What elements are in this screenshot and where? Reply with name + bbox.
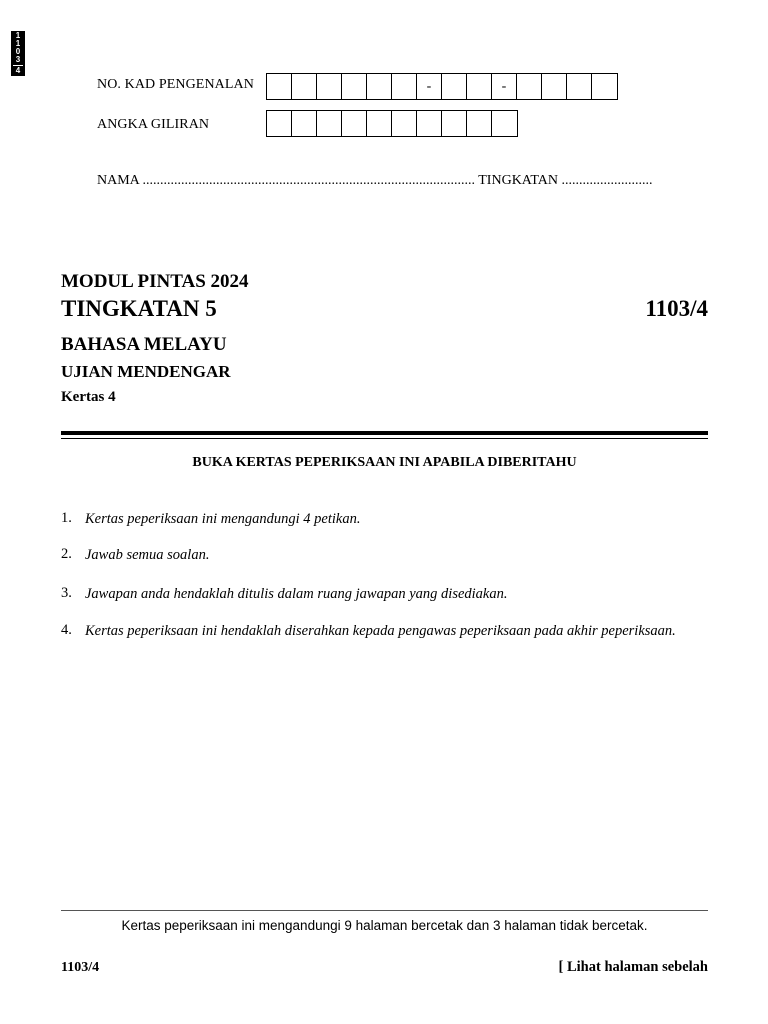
instruction-item xyxy=(61,546,708,564)
ic-digit-box[interactable]: - xyxy=(417,74,442,99)
instruction-item xyxy=(61,510,708,528)
ic-digit-box[interactable] xyxy=(292,74,317,99)
tab-digit: 3 xyxy=(15,55,21,64)
subject-title: BAHASA MELAYU xyxy=(61,334,227,355)
tab-digit: 1 xyxy=(15,39,21,48)
test-title: UJIAN MENDENGAR xyxy=(61,362,231,381)
header-rule-thick xyxy=(61,431,708,435)
angka-giliran-label: ANGKA GILIRAN xyxy=(97,117,210,132)
angka-digit-box[interactable] xyxy=(392,111,417,136)
next-page-note: [ Lihat halaman sebelah xyxy=(558,959,708,975)
ic-digit-box[interactable]: - xyxy=(492,74,517,99)
paper-code: 1103/4 xyxy=(645,296,708,321)
ic-digit-box[interactable] xyxy=(592,74,617,99)
tab-digit: 4 xyxy=(15,66,21,75)
angka-digit-box[interactable] xyxy=(442,111,467,136)
angka-giliran-grid[interactable] xyxy=(266,110,518,137)
instruction-number: 1. xyxy=(61,510,72,526)
angka-digit-box[interactable] xyxy=(292,111,317,136)
paper-code-tab xyxy=(11,31,25,76)
angka-digit-box[interactable] xyxy=(342,111,367,136)
instruction-text: Kertas peperiksaan ini hendaklah diserahkan kepada pengawas peperiksaan pada akhir peperiksaan. xyxy=(85,623,676,639)
instruction-item xyxy=(61,585,708,603)
instruction-text: Jawab semua soalan. xyxy=(85,547,210,563)
nama-tingkatan-line[interactable]: NAMA ............................................................................................... TINGKATAN .......................... xyxy=(97,173,653,188)
ic-digit-box[interactable] xyxy=(517,74,542,99)
ic-digit-box[interactable] xyxy=(367,74,392,99)
tingkatan-title: TINGKATAN 5 xyxy=(61,296,217,321)
modul-title: MODUL PINTAS 2024 xyxy=(61,271,249,292)
ic-digit-box[interactable] xyxy=(317,74,342,99)
instruction-item xyxy=(61,622,708,640)
instruction-text: Jawapan anda hendaklah ditulis dalam ruang jawapan yang disediakan. xyxy=(85,586,508,602)
ic-digit-box[interactable] xyxy=(342,74,367,99)
angka-digit-box[interactable] xyxy=(317,111,342,136)
angka-digit-box[interactable] xyxy=(417,111,442,136)
tab-digit: 0 xyxy=(15,47,21,56)
angka-digit-box[interactable] xyxy=(467,111,492,136)
page-count-note: Kertas peperiksaan ini mengandungi 9 halaman bercetak dan 3 halaman tidak bercetak. xyxy=(121,918,648,933)
ic-number-grid[interactable] xyxy=(266,73,618,100)
ic-label: NO. KAD PENGENALAN xyxy=(97,77,254,92)
ic-digit-box[interactable] xyxy=(567,74,592,99)
ic-digit-box[interactable] xyxy=(442,74,467,99)
footer-rule xyxy=(61,910,708,911)
ic-digit-box[interactable] xyxy=(542,74,567,99)
angka-digit-box[interactable] xyxy=(267,111,292,136)
instruction-text: Kertas peperiksaan ini mengandungi 4 petikan. xyxy=(85,511,361,527)
ic-digit-box[interactable] xyxy=(392,74,417,99)
header-rule-thin xyxy=(61,438,708,439)
tab-digit: 1 xyxy=(15,31,21,40)
angka-digit-box[interactable] xyxy=(367,111,392,136)
ic-digit-box[interactable] xyxy=(467,74,492,99)
angka-digit-box[interactable] xyxy=(492,111,517,136)
ic-digit-box[interactable] xyxy=(267,74,292,99)
instruction-number: 3. xyxy=(61,585,72,601)
instruction-number: 2. xyxy=(61,546,72,562)
open-notice: BUKA KERTAS PEPERIKSAAN INI APABILA DIBERITAHU xyxy=(192,455,577,470)
footer-paper-code: 1103/4 xyxy=(61,960,100,975)
instruction-number: 4. xyxy=(61,622,72,638)
kertas-label: Kertas 4 xyxy=(61,389,116,405)
